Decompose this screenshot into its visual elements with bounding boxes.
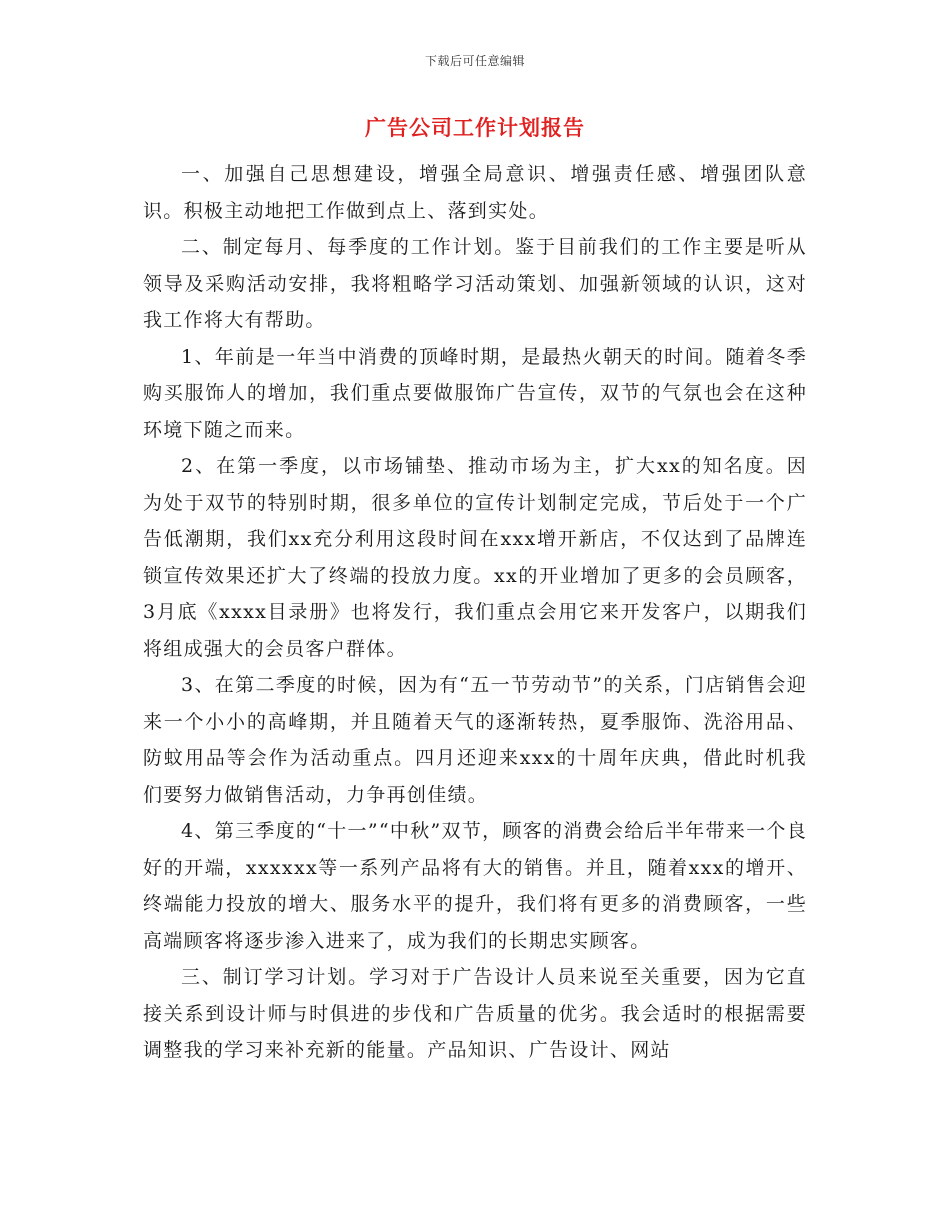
- document-title: 广告公司工作计划报告: [365, 115, 585, 140]
- document-body: [143, 156, 807, 1069]
- paragraph-1: 一、加强自己思想建设，增强全局意识、增强责任感、增强团队意识。积极主动地把工作做到点上、落到实处。: [143, 163, 807, 222]
- paragraph-3: 1、年前是一年当中消费的顶峰时期，是最热火朝天的时间。随着冬季购买服饰人的增加，我们重点要做服饰广告宣传，双节的气氛也会在这种环境下随之而来。: [143, 345, 807, 441]
- paragraph-5: 3、在第二季度的时候，因为有“五一节劳动节”的关系，门店销售会迎来一个小小的高峰期，并且随着天气的逐渐转热，夏季服饰、洗浴用品、防蚊用品等会作为活动重点。四月还迎来xxx的十周年庆典，借此时机我们要努力做销售活动，力争再创佳绩。: [143, 674, 807, 806]
- paragraph-6: 4、第三季度的“十一”“中秋”双节，顾客的消费会给后半年带来一个良好的开端，xxxxxx等一系列产品将有大的销售。并且，随着xxx的增开、终端能力投放的增大、服务水平的提升，我们将有更多的消费顾客，一些高端顾客将逐步渗入进来了，成为我们的长期忠实顾客。: [143, 820, 807, 952]
- paragraph-7: 三、制订学习计划。学习对于广告设计人员来说至关重要，因为它直接关系到设计师与时俱进的步伐和广告质量的优劣。我会适时的根据需要调整我的学习来补充新的能量。产品知识、广告设计、网站: [143, 966, 807, 1061]
- paragraph-4: 2、在第一季度，以市场铺垫、推动市场为主，扩大xx的知名度。因为处于双节的特别时期，很多单位的宣传计划制定完成，节后处于一个广告低潮期，我们xx充分利用这段时间在xxx增开新店，不仅达到了品牌连锁宣传效果还扩大了终端的投放力度。xx的开业增加了更多的会员顾客，3月底《xxxx目录册》也将发行，我们重点会用它来开发客户，以期我们将组成强大的会员客户群体。: [143, 455, 807, 660]
- page-header-note: 下载后可任意编辑: [424, 54, 525, 68]
- paragraph-2: 二、制定每月、每季度的工作计划。鉴于目前我们的工作主要是听从领导及采购活动安排，我将粗略学习活动策划、加强新领域的认识，这对我工作将大有帮助。: [143, 236, 807, 331]
